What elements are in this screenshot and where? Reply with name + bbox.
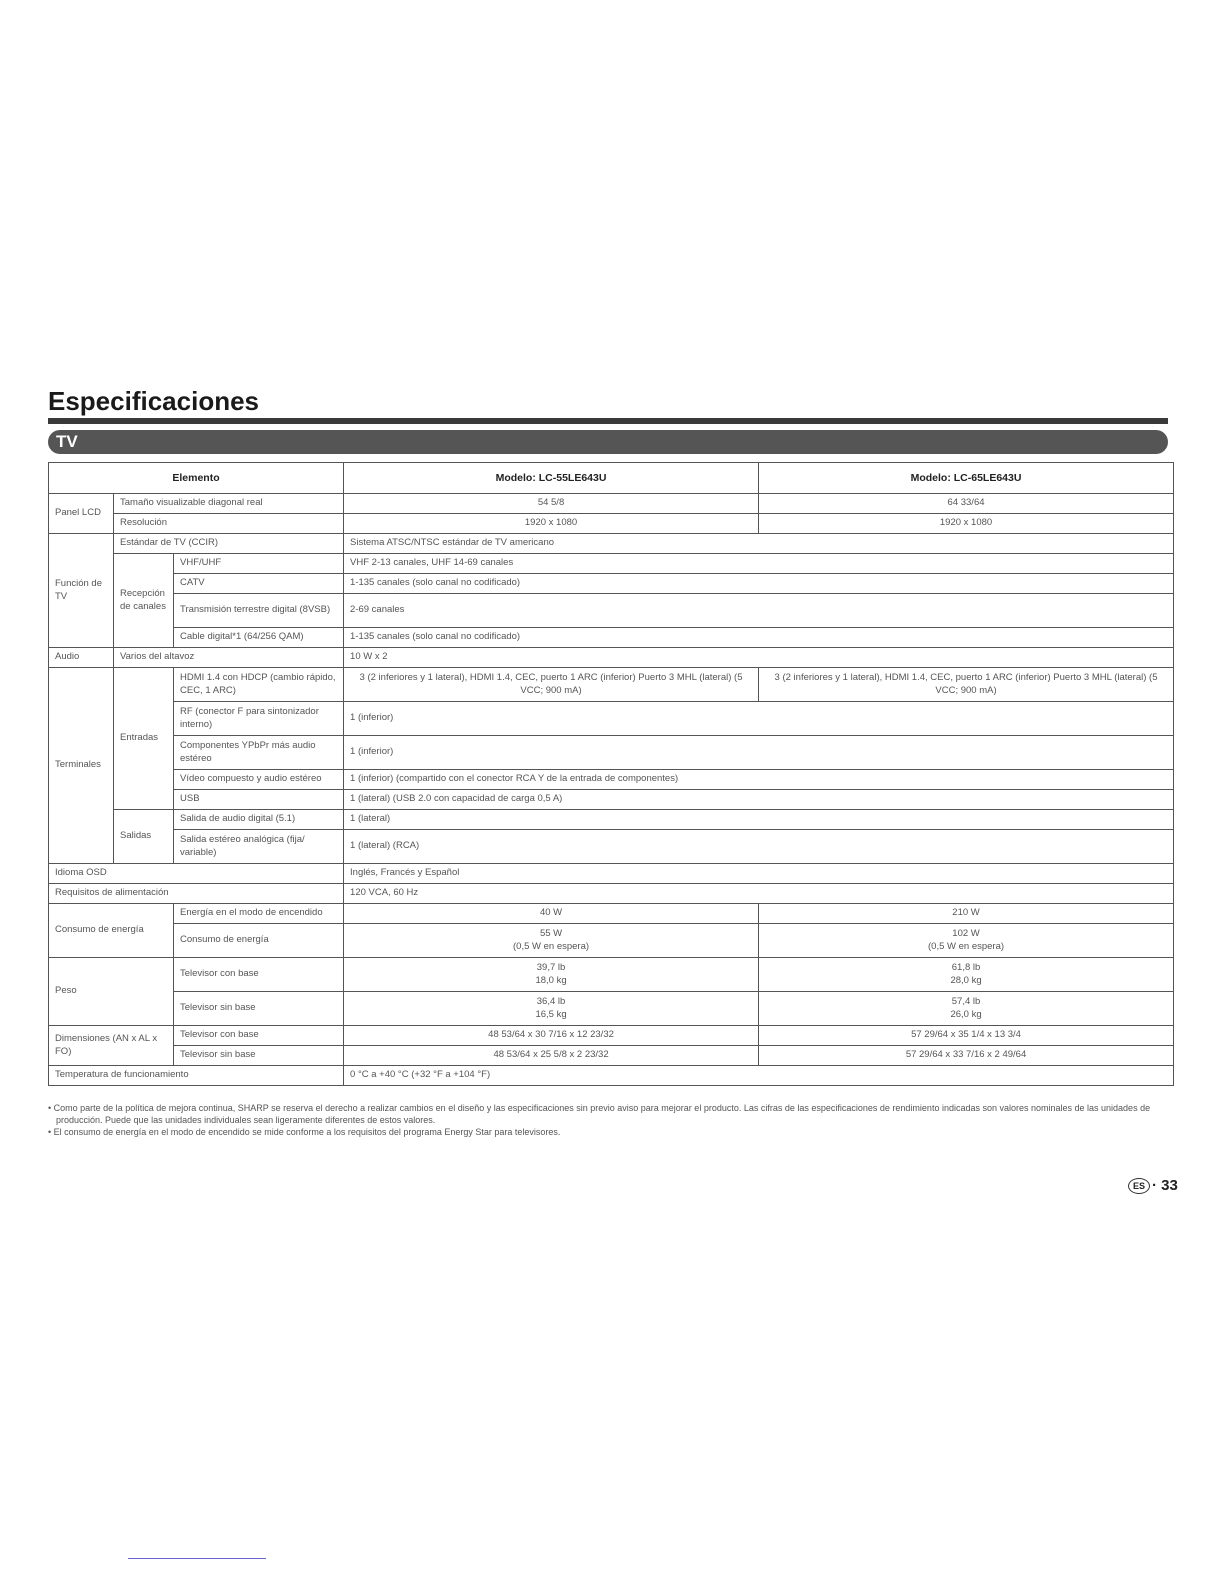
value-line: 61,8 lb	[951, 961, 981, 973]
cell-value	[759, 958, 1174, 992]
spec-table	[48, 462, 1174, 1086]
table-row	[49, 830, 1174, 864]
row-label: VHF/UHF	[174, 554, 344, 574]
cell-value: Sistema ATSC/NTSC estándar de TV americano	[344, 534, 1174, 554]
row-label: Transmisión terrestre digital (8VSB)	[174, 594, 344, 628]
cell-value: 2-69 canales	[344, 594, 1174, 628]
cell-value: VHF 2-13 canales, UHF 14-69 canales	[344, 554, 1174, 574]
table-row	[49, 770, 1174, 790]
footnote: • Como parte de la política de mejora continua, SHARP se reserva el derecho a realizar cambios en el diseño y las especificaciones sin previo aviso para mejorar el producto. Las cifras de las especificaciones de rendimiento indicadas son valores nominales de las unidades de producción. Puede que las unidades individuales sean ligeramente diferentes de estos valores.	[48, 1103, 1151, 1126]
cell-value: 0 °C a +40 °C (+32 °F a +104 °F)	[344, 1066, 1174, 1086]
cell-value: 54 5/8	[344, 494, 759, 514]
cell-value: 120 VCA, 60 Hz	[344, 884, 1174, 904]
row-label: HDMI 1.4 con HDCP (cambio rápido, CEC, 1 ARC)	[174, 668, 344, 702]
row-label: Televisor sin base	[174, 1046, 344, 1066]
cell-value: 1 (lateral) (USB 2.0 con capacidad de carga 0,5 A)	[344, 790, 1174, 810]
value-line: 16,5 kg	[535, 1008, 567, 1020]
row-label: Consumo de energía	[174, 924, 344, 958]
table-row	[49, 864, 1174, 884]
row-label: Televisor con base	[174, 958, 344, 992]
table-row	[49, 1026, 1174, 1046]
page-title: Especificaciones	[48, 386, 259, 416]
cell-value	[344, 924, 759, 958]
cell-value: 1 (lateral) (RCA)	[344, 830, 1174, 864]
cell-value	[759, 992, 1174, 1026]
row-group-label: Terminales	[49, 668, 114, 864]
table-row	[49, 594, 1174, 628]
row-group-label: Dimensiones (AN x AL x FO)	[49, 1026, 174, 1066]
page-number-label: · 33	[1152, 1177, 1178, 1194]
value-line: 18,0 kg	[535, 974, 567, 986]
cell-value: 40 W	[344, 904, 759, 924]
table-row	[49, 1066, 1174, 1086]
row-label: Salida de audio digital (5.1)	[174, 810, 344, 830]
row-label: Televisor con base	[174, 1026, 344, 1046]
table-row	[49, 736, 1174, 770]
row-label: Requisitos de alimentación	[49, 884, 344, 904]
row-label: Varios del altavoz	[114, 648, 344, 668]
page-number	[1128, 1177, 1178, 1194]
value-line: 55 W	[539, 927, 563, 939]
cell-value: 1920 x 1080	[344, 514, 759, 534]
row-label: Tamaño visualizable diagonal real	[114, 494, 344, 514]
value-line: 57,4 lb	[951, 995, 981, 1007]
row-label: Componentes YPbPr más audio estéreo	[174, 736, 344, 770]
cell-value: 1 (inferior)	[344, 702, 1174, 736]
section-label: TV	[56, 432, 78, 451]
table-row	[49, 924, 1174, 958]
row-label: Idioma OSD	[49, 864, 344, 884]
cell-value: 210 W	[759, 904, 1174, 924]
cell-value: 3 (2 inferiores y 1 lateral), HDMI 1.4, CEC, puerto 1 ARC (inferior) Puerto 3 MHL (lateral) (5 VCC; 900 mA)	[344, 668, 759, 702]
table-row	[49, 904, 1174, 924]
cell-value: 57 29/64 x 33 7/16 x 2 49/64	[759, 1046, 1174, 1066]
row-label: RF (conector F para sintonizador interno)	[174, 702, 344, 736]
header-model-1: Modelo: LC-55LE643U	[344, 463, 759, 494]
cell-value: 1 (lateral)	[344, 810, 1174, 830]
cell-value: 57 29/64 x 35 1/4 x 13 3/4	[759, 1026, 1174, 1046]
footnote: • El consumo de energía en el modo de encendido se mide conforme a los requisitos del programa Energy Star para televisores.	[48, 1127, 561, 1138]
table-row	[49, 514, 1174, 534]
row-label: Vídeo compuesto y audio estéreo	[174, 770, 344, 790]
table-row	[49, 702, 1174, 736]
table-row	[49, 668, 1174, 702]
bottom-link-line	[128, 1558, 266, 1559]
cell-value: 64 33/64	[759, 494, 1174, 514]
table-row	[49, 810, 1174, 830]
table-row	[49, 554, 1174, 574]
value-line: (0,5 W en espera)	[513, 940, 590, 952]
row-subgroup-label: Entradas	[114, 668, 174, 810]
cell-value: 10 W x 2	[344, 648, 1174, 668]
row-subgroup-label: Recepción de canales	[114, 554, 174, 648]
row-label: Televisor sin base	[174, 992, 344, 1026]
table-row	[49, 574, 1174, 594]
cell-value: 48 53/64 x 30 7/16 x 12 23/32	[344, 1026, 759, 1046]
cell-value: 1 (inferior)	[344, 736, 1174, 770]
row-label: Energía en el modo de encendido	[174, 904, 344, 924]
section-bar	[48, 430, 1168, 454]
row-label: Salida estéreo analógica (fija/ variable)	[174, 830, 344, 864]
value-line: (0,5 W en espera)	[928, 940, 1005, 952]
language-badge: ES	[1128, 1178, 1150, 1194]
cell-value	[344, 992, 759, 1026]
header-elemento: Elemento	[49, 463, 344, 494]
table-row	[49, 628, 1174, 648]
row-label: Resolución	[114, 514, 344, 534]
cell-value: 1920 x 1080	[759, 514, 1174, 534]
row-label: Estándar de TV (CCIR)	[114, 534, 344, 554]
header-model-2: Modelo: LC-65LE643U	[759, 463, 1174, 494]
row-label: Temperatura de funcionamiento	[49, 1066, 344, 1086]
value-line: 26,0 kg	[950, 1008, 982, 1020]
row-label: USB	[174, 790, 344, 810]
cell-value: 1-135 canales (solo canal no codificado)	[344, 574, 1174, 594]
value-line: 39,7 lb	[536, 961, 566, 973]
cell-value	[344, 958, 759, 992]
table-header-row	[49, 463, 1174, 494]
cell-value	[759, 924, 1174, 958]
table-row	[49, 494, 1174, 514]
row-group-label: Función de TV	[49, 534, 114, 648]
row-group-label: Panel LCD	[49, 494, 114, 534]
footnotes	[48, 1102, 1168, 1138]
row-group-label: Audio	[49, 648, 114, 668]
table-row	[49, 958, 1174, 992]
cell-value: 48 53/64 x 25 5/8 x 2 23/32	[344, 1046, 759, 1066]
cell-value: Inglés, Francés y Español	[344, 864, 1174, 884]
value-line: 28,0 kg	[950, 974, 982, 986]
value-line: 102 W	[952, 927, 980, 939]
row-label: CATV	[174, 574, 344, 594]
value-line: 36,4 lb	[536, 995, 566, 1007]
row-subgroup-label: Salidas	[114, 810, 174, 864]
cell-value: 1-135 canales (solo canal no codificado)	[344, 628, 1174, 648]
title-rule	[48, 418, 1168, 424]
cell-value: 1 (inferior) (compartido con el conector RCA Y de la entrada de componentes)	[344, 770, 1174, 790]
table-row	[49, 648, 1174, 668]
row-group-label: Peso	[49, 958, 174, 1026]
table-row	[49, 992, 1174, 1026]
cell-value: 3 (2 inferiores y 1 lateral), HDMI 1.4, CEC, puerto 1 ARC (inferior) Puerto 3 MHL (lateral) (5 VCC; 900 mA)	[759, 668, 1174, 702]
table-row	[49, 884, 1174, 904]
row-label: Cable digital*1 (64/256 QAM)	[174, 628, 344, 648]
row-group-label: Consumo de energía	[49, 904, 174, 958]
table-row	[49, 1046, 1174, 1066]
table-row	[49, 534, 1174, 554]
table-row	[49, 790, 1174, 810]
